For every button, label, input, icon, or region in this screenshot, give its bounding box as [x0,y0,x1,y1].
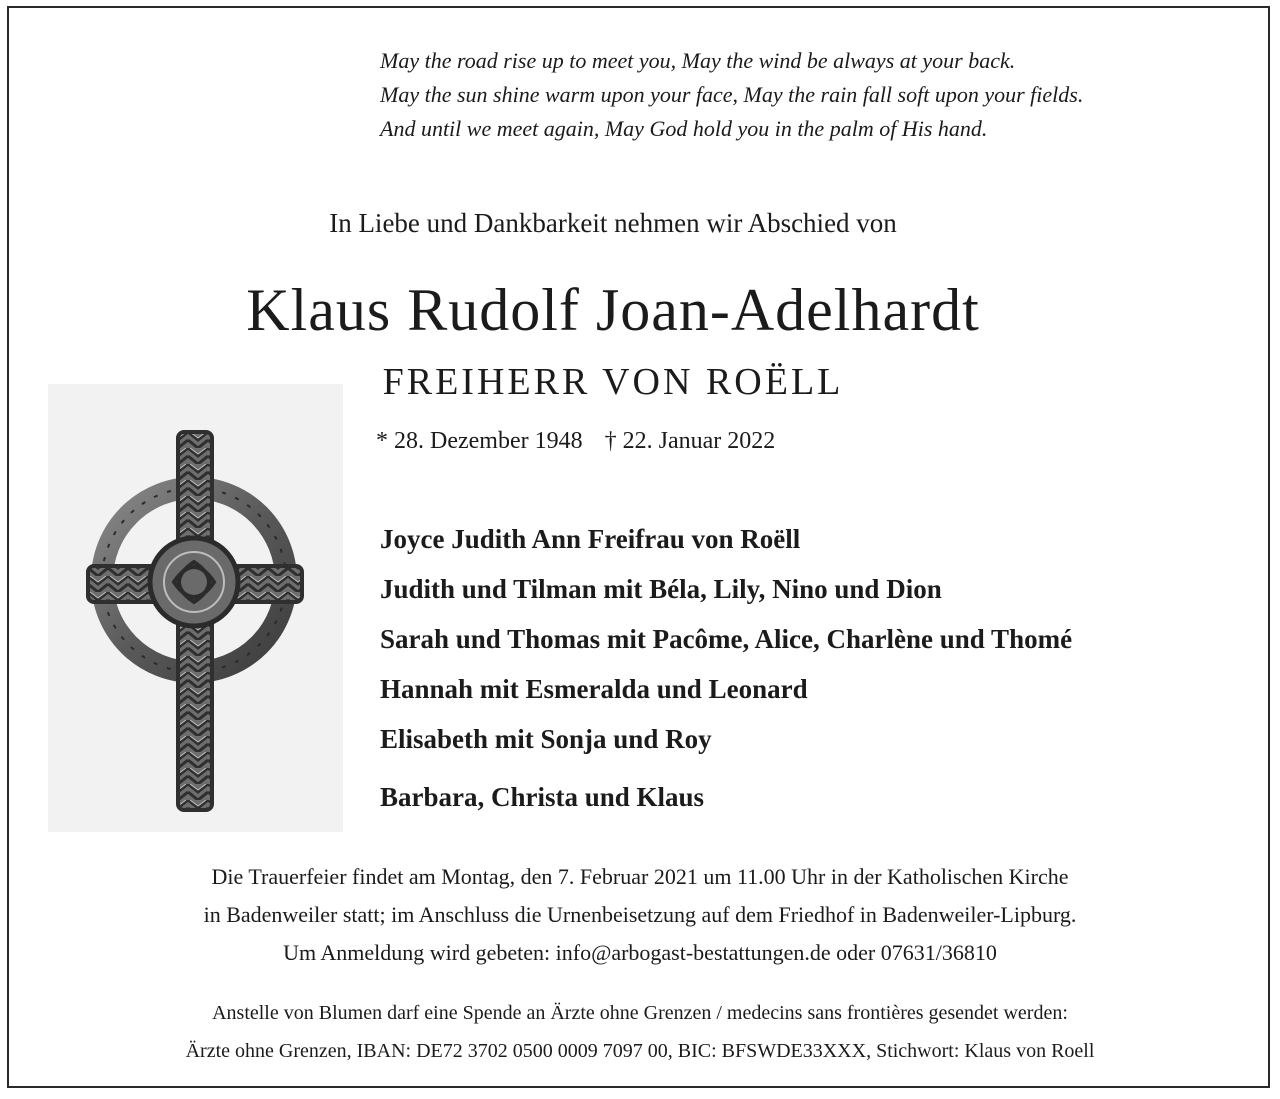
family-member: Barbara, Christa und Klaus [380,782,705,812]
ceremony-line: Um Anmeldung wird gebeten: info@arbogast-bestattungen.de oder 07631/36810 [283,940,997,965]
family-member: Sarah und Thomas mit Pacôme, Alice, Charlène und Thomé [380,624,1073,654]
poem-line: May the sun shine warm upon your face, May the rain fall soft upon your fields. [380,82,1084,107]
donation-line: Anstelle von Blumen darf eine Spende an Ärzte ohne Grenzen / medecins sans frontières gesendet werden: [212,1002,1068,1024]
poem-line: May the road rise up to meet you, May the wind be always at your back. [380,48,1016,73]
family-member: Judith und Tilman mit Béla, Lily, Nino und Dion [380,574,942,604]
life-dates [376,428,775,455]
poem-line: And until we meet again, May God hold you in the palm of His hand. [380,116,988,141]
family-member: Hannah mit Esmeralda und Leonard [380,674,808,704]
noble-title: FREIHERR VON ROËLL [382,361,844,403]
family-member: Elisabeth mit Sonja und Roy [380,724,712,754]
birth-date: * 28. Dezember 1948 [376,428,583,454]
deceased-name: Klaus Rudolf Joan-Adelhardt [246,277,980,343]
family-member: Joyce Judith Ann Freifrau von Roëll [380,524,801,554]
donation-info [0,994,1280,1070]
death-date: † 22. Januar 2022 [604,428,776,454]
celtic-cross-icon [48,384,343,832]
intro-text: In Liebe und Dankbarkeit nehmen wir Abschied von [329,208,897,238]
ceremony-line: Die Trauerfeier findet am Montag, den 7. Februar 2021 um 11.00 Uhr in der Katholischen Kirche [211,864,1069,889]
donation-line: Ärzte ohne Grenzen, IBAN: DE72 3702 0500 0009 7097 00, BIC: BFSWDE33XXX, Stichwort: Klaus von Roell [185,1040,1095,1062]
ceremony-line: in Badenweiler statt; im Anschluss die Urnenbeisetzung auf dem Friedhof in Badenweiler-Lipburg. [203,902,1077,927]
ceremony-info [0,858,1280,972]
family-list [380,514,1072,822]
irish-blessing-poem [380,44,1240,146]
